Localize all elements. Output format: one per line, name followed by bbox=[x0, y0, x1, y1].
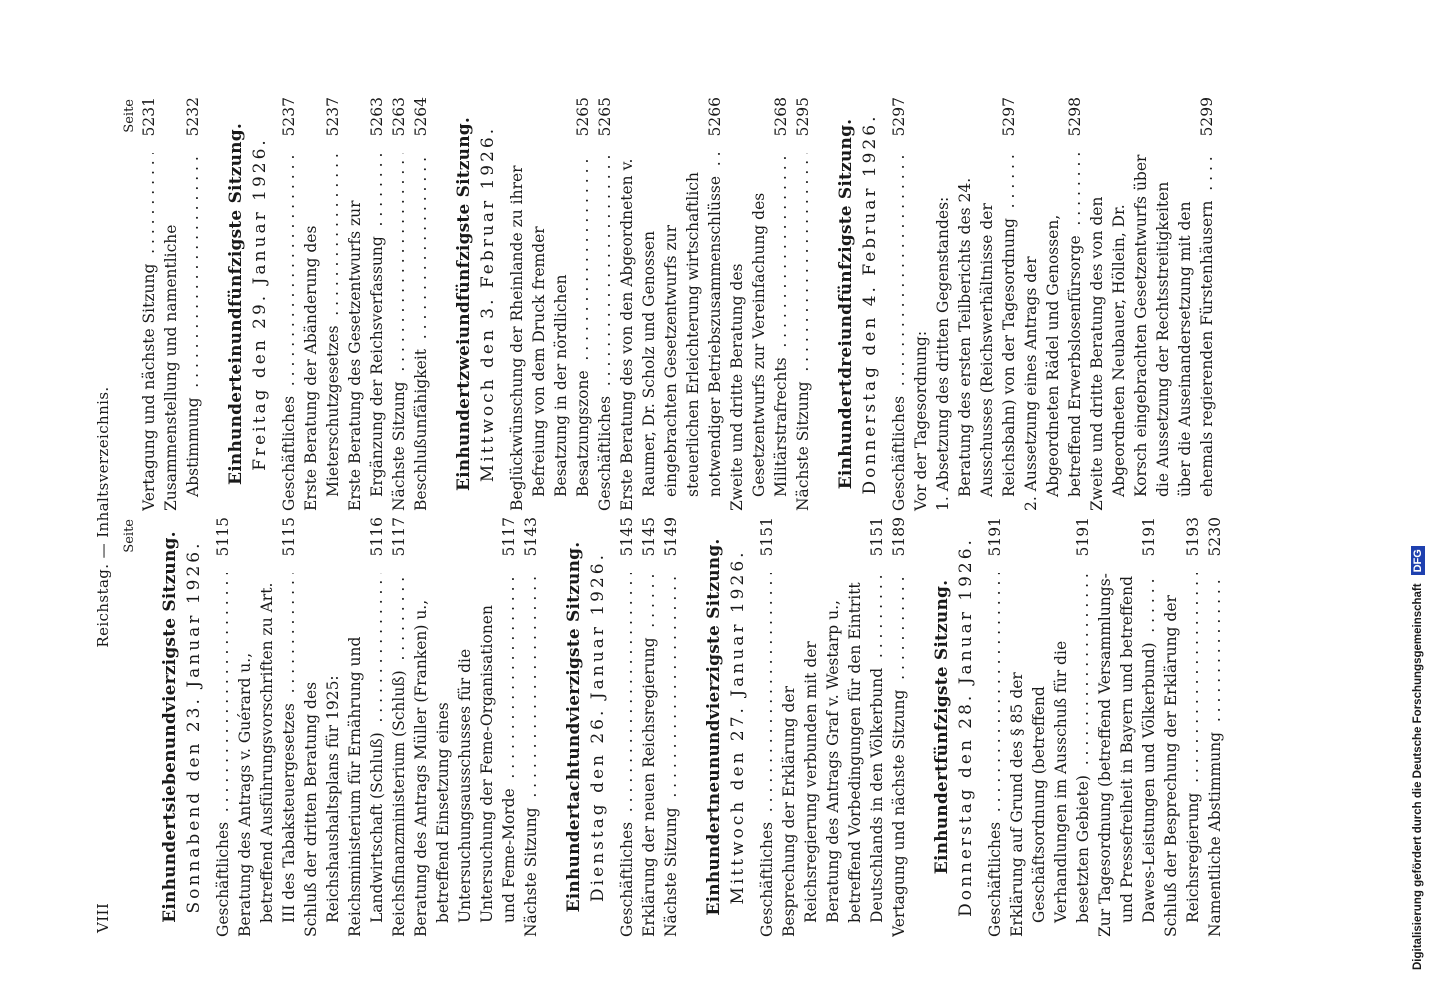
entry-page: 5116 bbox=[368, 517, 386, 557]
entry-page: 5299 bbox=[1198, 97, 1216, 137]
entry-text: 1. Absetzung des dritten Gegenstandes: Beratung des ersten Teilberichts des 24. Ausschusses (Reichswerhältnisse der Reichsbahn) von der Tagesordnung bbox=[934, 177, 1018, 511]
entry-page: 5117 bbox=[390, 517, 408, 557]
entry-page: 5237 bbox=[324, 97, 342, 137]
entry-text: Zweite und dritte Beratung des Gesetzentwurfs zur Vereinfachung des Militärstrafrechts bbox=[728, 192, 790, 511]
entry-text: Geschäftliches bbox=[214, 818, 232, 937]
toc-entry bbox=[410, 517, 520, 937]
entry-page: 5189 bbox=[890, 517, 908, 557]
entry-text: Vertagung und nächste Sitzung bbox=[890, 686, 908, 937]
toc-entry: Schluß der dritten Beratung des Reichshaushaltsplans für 1925: bbox=[302, 675, 342, 937]
toc-entry bbox=[778, 517, 888, 937]
entry-text: Zusammenstellung und namentliche Abstimmung bbox=[162, 224, 202, 511]
entry-page: 5115 bbox=[214, 517, 232, 557]
toc-entry bbox=[660, 517, 682, 937]
entry-text: Geschäftliches bbox=[890, 392, 908, 511]
entry-page: 5298 bbox=[1066, 97, 1084, 137]
entry-text: Nächste Sitzung bbox=[522, 803, 540, 937]
digitization-credit bbox=[1409, 10, 1427, 970]
entry-page: 5145 bbox=[640, 517, 658, 557]
entry-text: Beglückwünschung der Rheinlande zu ihrer Befreiung von dem Druck fremder Besatzung in der nördlichen Besatzungszone bbox=[508, 165, 592, 511]
entry-text: Reichsministerium für Ernährung und Landwirtschaft (Schluß) bbox=[346, 636, 386, 937]
entry-text: Geschäftliches bbox=[618, 818, 636, 937]
session-date: Mittwoch den 3. Februar 1926. bbox=[478, 125, 498, 483]
session-date: Donnerstag den 28. Januar 1926. bbox=[956, 537, 976, 917]
session-title: Einhundertachtundvierzigste Sitzung. bbox=[564, 541, 584, 913]
seite-label: Seite bbox=[122, 99, 137, 133]
entry-page: 5232 bbox=[184, 97, 202, 137]
toc-entry bbox=[388, 517, 410, 937]
toc-entry bbox=[932, 97, 1020, 511]
toc-entry bbox=[888, 517, 910, 937]
toc-entry bbox=[234, 517, 300, 937]
session-title: Einhundertsiebenundvierzigste Sitzung. bbox=[160, 531, 180, 923]
entry-page: 5297 bbox=[890, 97, 908, 137]
toc-entry bbox=[888, 97, 910, 511]
entry-page: 5266 bbox=[706, 97, 724, 137]
session-title: Einhundertneunundvierzigste Sitzung. bbox=[704, 538, 724, 916]
entry-page: 5230 bbox=[1206, 517, 1224, 557]
toc-entry bbox=[506, 97, 594, 511]
right-column bbox=[122, 97, 1218, 517]
toc-entry bbox=[1160, 517, 1204, 937]
toc-entry bbox=[1006, 517, 1094, 937]
entry-page: 5237 bbox=[280, 97, 298, 137]
toc-entry bbox=[1094, 517, 1160, 937]
entry-text: Nächste Sitzung bbox=[390, 377, 408, 511]
entry-text: Nächste Sitzung bbox=[794, 377, 812, 511]
session-title: Einhundertdreiundfünfzigste Sitzung. bbox=[836, 118, 856, 490]
entry-text: Besprechung der Erklärung der Reichsregierung verbunden mit der Beratung des Antrags Graf v. Westarp u., betreffend Vorbedingungen für den Eintritt Deutschlands in den Völkerbund bbox=[780, 582, 886, 937]
entry-text: Vertagung und nächste Sitzung bbox=[140, 260, 158, 511]
entry-text: Erklärung der neuen Reichsregierung bbox=[640, 633, 658, 937]
entry-page: 5191 bbox=[1140, 517, 1158, 557]
entry-page: 5295 bbox=[794, 97, 812, 137]
entry-page: 5265 bbox=[574, 97, 592, 137]
entry-text: Erste Beratung des Gesetzentwurfs zur Ergänzung der Reichsverfassung bbox=[346, 200, 386, 511]
session-date: Mittwoch den 27. Januar 1926. bbox=[728, 549, 748, 905]
entry-text: Beschlußunfähigkeit bbox=[412, 345, 430, 511]
entry-text: Namentliche Abstimmung bbox=[1206, 728, 1224, 937]
entry-text: Geschäftliches bbox=[758, 818, 776, 937]
entry-text: Beratung des Antrags v. Guérard u., betreffend Ausführungsvorschriften zu Art. III des Tabaksteuergesetzes bbox=[236, 582, 298, 937]
toc-entry bbox=[638, 517, 660, 937]
toc-entry bbox=[1204, 517, 1226, 937]
toc-entry bbox=[138, 97, 160, 511]
entry-page: 5297 bbox=[1000, 97, 1018, 137]
toc-entry bbox=[594, 97, 616, 511]
entry-text: Nächste Sitzung bbox=[662, 803, 680, 937]
toc-entry bbox=[756, 517, 778, 937]
entry-text: Geschäftliches bbox=[986, 818, 1004, 937]
entry-page: 5115 bbox=[280, 517, 298, 557]
session-title: Einhunderteinundfünfzigste Sitzung. bbox=[226, 123, 246, 485]
session-date: Freitag den 29. Januar 1926. bbox=[250, 137, 270, 471]
toc-entry bbox=[616, 517, 638, 937]
entry-page: 5268 bbox=[772, 97, 790, 137]
session-date: Dienstag den 26. Januar 1926. bbox=[588, 552, 608, 902]
entry-text: Beratung des Antrags Müller (Franken) u., betreffend Einsetzung eines Untersuchungsausschusses für die Untersuchung der Feme-Organisationen und Feme-Morde bbox=[412, 599, 518, 937]
entry-text: Schluß der Besprechung der Erklärung der Reichsregierung bbox=[1162, 595, 1202, 937]
entry-page: 5145 bbox=[618, 517, 636, 557]
toc-entry bbox=[388, 97, 410, 511]
entry-text: Zweite und dritte Beratung des von den Abgeordneten Neubauer, Höllein, Dr. Korsch eingebrachten Gesetzentwurfs über die Aussetzung der Rechtsstreitigkeiten über die Auseinandersetzung mit den ehemals regierenden Fürstenhäusern bbox=[1088, 154, 1216, 511]
entry-page: 5117 bbox=[500, 517, 518, 557]
toc-entry bbox=[344, 97, 388, 511]
session-title: Einhundertzweiundfünfzigste Sitzung. bbox=[454, 117, 474, 492]
toc-entry: Vor der Tagesordnung: bbox=[912, 330, 930, 511]
toc-entry bbox=[212, 517, 234, 937]
entry-page: 5263 bbox=[368, 97, 386, 137]
entry-page: 5193 bbox=[1184, 517, 1202, 557]
entry-text: 2. Aussetzung eines Antrags der Abgeordneten Rädel und Genossen, betreffend Erwerbslosenfürsorge bbox=[1022, 214, 1084, 511]
session-date: Sonnabend den 23. Januar 1926. bbox=[184, 540, 204, 914]
toc-entry bbox=[160, 97, 204, 511]
entry-page: 5143 bbox=[522, 517, 540, 557]
toc-entry bbox=[344, 517, 388, 937]
toc-entry bbox=[278, 97, 300, 511]
entry-page: 5149 bbox=[662, 517, 680, 557]
entry-page: 5191 bbox=[986, 517, 1004, 557]
entry-page: 5265 bbox=[596, 97, 614, 137]
toc-entry bbox=[1086, 97, 1218, 511]
toc-entry bbox=[410, 97, 432, 511]
entry-text: Geschäftliches bbox=[280, 392, 298, 511]
left-column bbox=[122, 517, 1226, 937]
toc-entry bbox=[616, 97, 726, 511]
toc-entry bbox=[520, 517, 542, 937]
toc-entry bbox=[300, 97, 344, 511]
entry-page: 5151 bbox=[758, 517, 776, 557]
toc-entry bbox=[1020, 97, 1086, 511]
entry-page: 5231 bbox=[140, 97, 158, 137]
entry-page: 5151 bbox=[868, 517, 886, 557]
entry-text: Zur Tagesordnung (betreffend Versammlungs- und Pressefreiheit in Bayern und betreffend Dawes-Leistungen und Völkerbund) bbox=[1096, 573, 1158, 937]
entry-page: 5264 bbox=[412, 97, 430, 137]
toc-entry bbox=[792, 97, 814, 511]
seite-label: Seite bbox=[122, 519, 137, 553]
dfg-logo: DFG bbox=[1411, 546, 1425, 575]
entry-text: Reichsfinanzministerium (Schluß) bbox=[390, 666, 408, 937]
entry-page: 5191 bbox=[1074, 517, 1092, 557]
entry-text: Erklärung auf Grund des § 85 der Geschäftsordnung (betreffend Verhandlungen im Ausschuß für die besetzten Gebiete) bbox=[1008, 640, 1092, 937]
session-title: Einhundertfünfzigste Sitzung. bbox=[932, 579, 952, 875]
running-header bbox=[92, 97, 118, 937]
entry-text: Erste Beratung des von den Abgeordneten v. Raumer, Dr. Scholz und Genossen eingebrachten Gesetzentwurfs zur steuerlichen Erleichterung wirtschaftlich notwendiger Betriebszusammenschlüsse bbox=[618, 158, 724, 511]
page-number: VIII bbox=[94, 902, 112, 933]
toc-entry bbox=[726, 97, 792, 511]
toc-page bbox=[92, 97, 1332, 937]
entry-text: Geschäftliches bbox=[596, 392, 614, 511]
session-date: Donnerstag den 4. Februar 1926. bbox=[860, 113, 880, 495]
page-header-title: Reichstag. — Inhaltsverzeichnis. bbox=[94, 386, 112, 648]
toc-entry bbox=[984, 517, 1006, 937]
entry-text: Erste Beratung der Abänderung des Mieterschutzgesetzes bbox=[302, 225, 342, 511]
entry-page: 5263 bbox=[390, 97, 408, 137]
credit-text: Digitalisierung gefördert durch die Deutsche Forschungsgemeinschaft bbox=[1412, 583, 1424, 970]
